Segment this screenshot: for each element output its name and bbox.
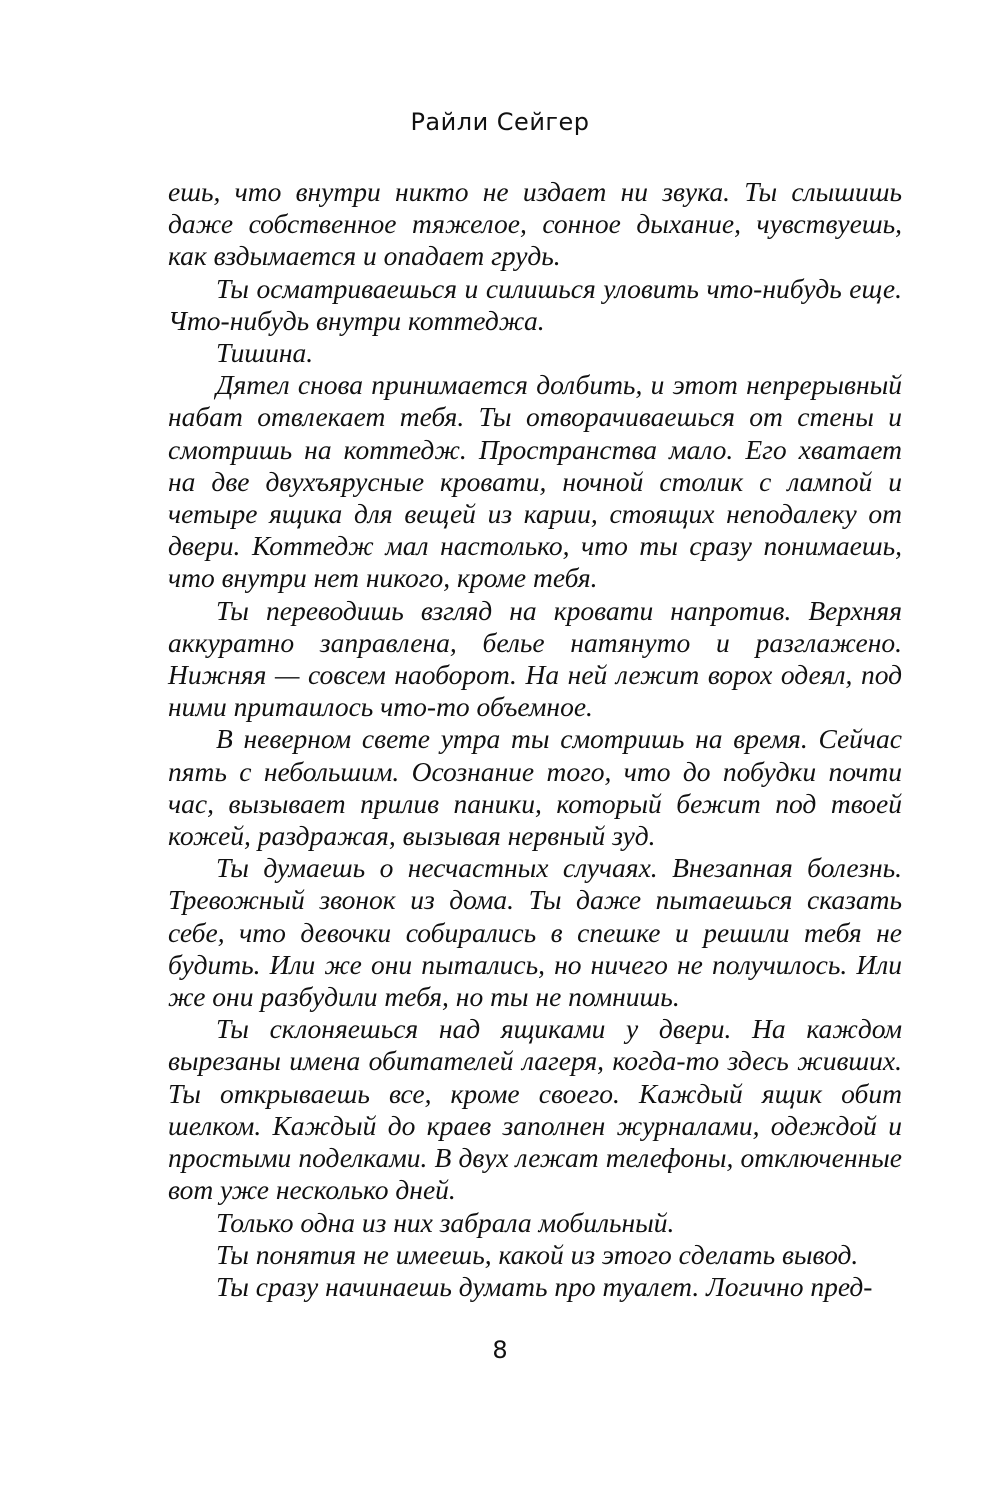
paragraph: Ты склоняешься над ящиками у двери. На каждом вырезаны имена обитателей лагеря, когда-то здесь живших. Ты открываешь все, кроме своего. Каждый ящик обит шелком. Каждый до краев заполнен журналами, одеждой и простыми поделками. В двух лежат телефоны, отключенные вот уже несколько дней. — [168, 1013, 902, 1206]
page-number: 8 — [492, 1336, 508, 1364]
paragraph: Ты сразу начинаешь думать про туалет. Логично пред- — [216, 1270, 873, 1302]
paragraph: Ты осматриваешься и силишься уловить что-нибудь еще. Что-нибудь внутри коттеджа. — [168, 272, 902, 336]
paragraph: Тишина. — [216, 337, 314, 369]
paragraph: Дятел снова принимается долбить, и этот непрерывный набат отвлекает тебя. Ты отворачиваешься от стены и смотришь на коттедж. Пространства мало. Его хватает на две двухъярусные кровати, ночной столик с лампой и четыре ящика для вещей из карии, стоящих неподалеку от двери. Коттедж мал настолько, что ты сразу понимаешь, что внутри нет никого, кроме тебя. — [168, 369, 902, 594]
paragraph: Только одна из них забрала мобильный. — [216, 1206, 675, 1238]
paragraph: ешь, что внутри никто не издает ни звука. Ты слышишь даже собственное тяжелое, сонное дыхание, чувствуешь, как вздымается и опадает грудь. — [168, 176, 902, 272]
body-text — [168, 176, 902, 1303]
paragraph: Ты понятия не имеешь, какой из этого сделать вывод. — [216, 1238, 859, 1270]
running-header: Райли Сейгер — [410, 108, 590, 136]
paragraph: Ты переводишь взгляд на кровати напротив. Верхняя аккуратно заправлена, белье натянуто и разглажено. Нижняя — совсем наоборот. На ней лежит ворох одеял, под ними притаилось что-то объемное. — [168, 594, 902, 723]
paragraph: Ты думаешь о несчастных случаях. Внезапная болезнь. Тревожный звонок из дома. Ты даже пытаешься сказать себе, что девочки собирались в спешке и решили тебя не будить. Или же они пытались, но ничего не получилось. Или же они разбудили тебя, но ты не помнишь. — [168, 852, 902, 1013]
paragraph: В неверном свете утра ты смотришь на время. Сейчас пять с небольшим. Осознание того, что до побудки почти час, вызывает прилив паники, который бежит под твоей кожей, раздражая, вызывая нервный зуд. — [168, 723, 902, 852]
